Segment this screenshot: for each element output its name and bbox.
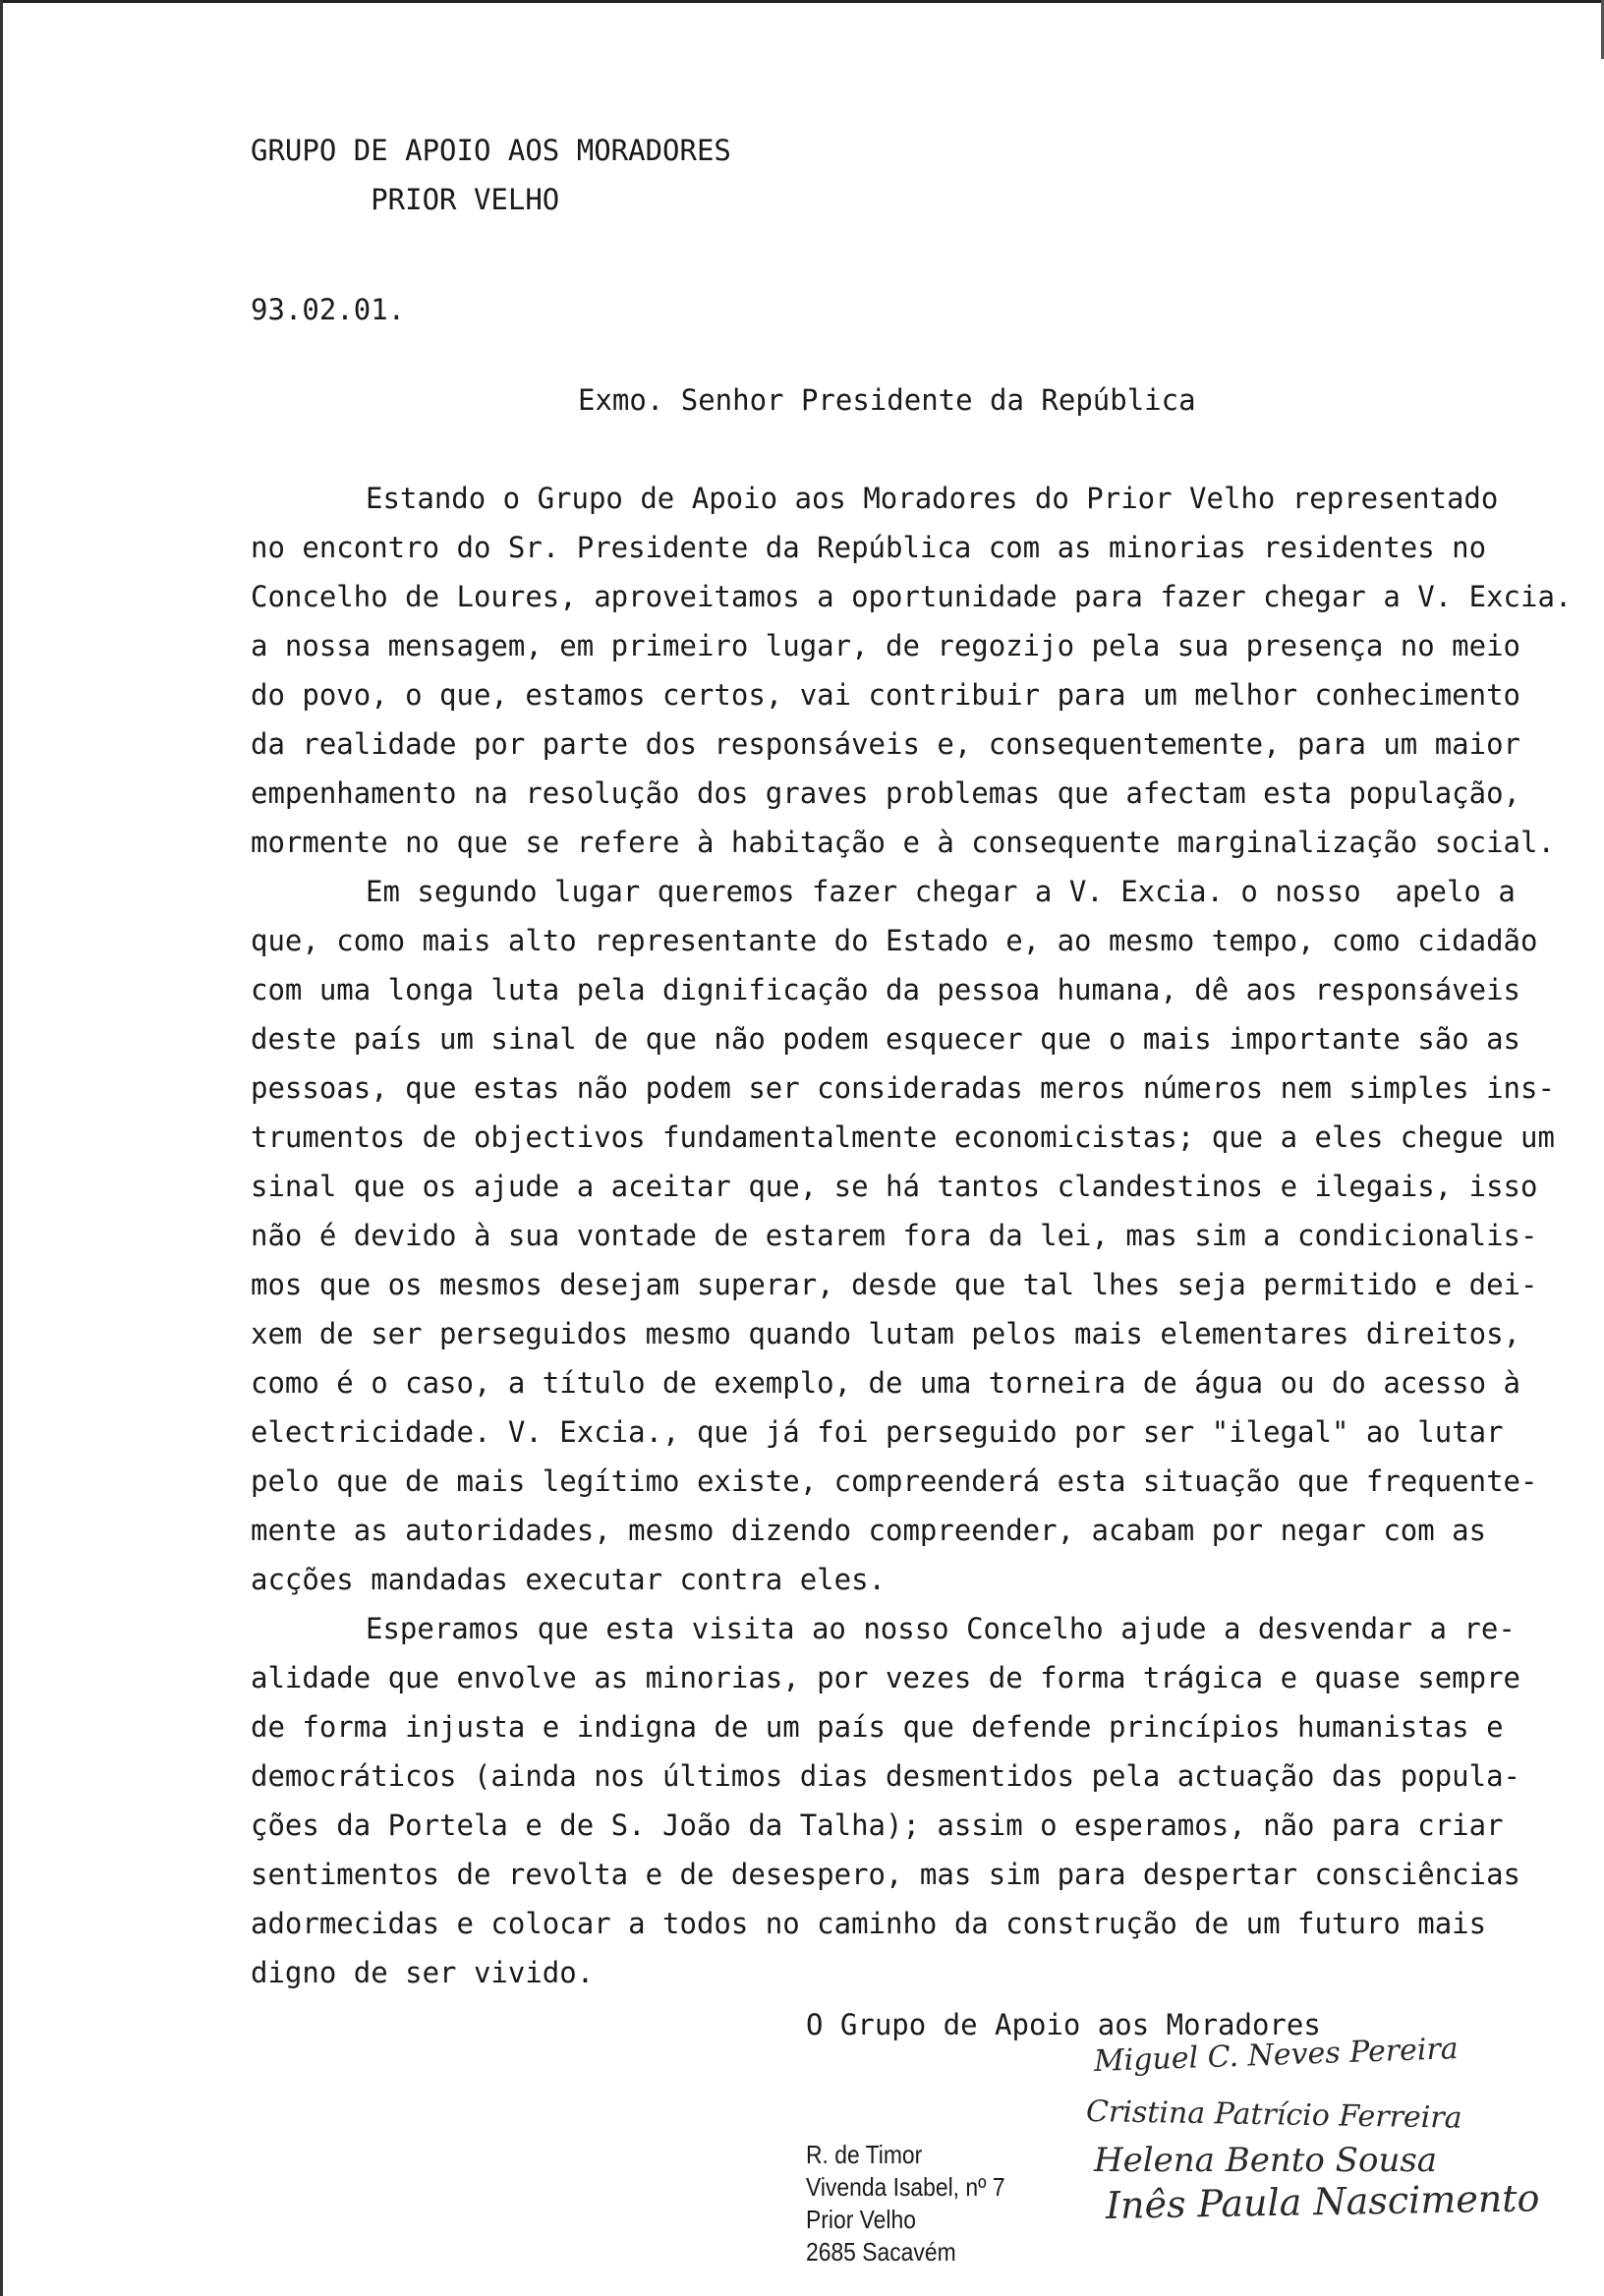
handwritten-signatures <box>1085 2032 1540 2227</box>
body-line: adormecidas e colocar a todos no caminho da construção de um futuro mais <box>251 1907 1487 1940</box>
scan-edge-left <box>0 0 3 2296</box>
body-line: xem de ser perseguidos mesmo quando lutam pelos mais elementares direitos, <box>251 1317 1521 1350</box>
body-line: democráticos (ainda nos últimos dias desmentidos pela actuação das popula- <box>251 1759 1521 1793</box>
letterhead <box>251 126 1528 224</box>
signature: Inês Paula Nascimento <box>1105 2176 1540 2227</box>
body-line: sentimentos de revolta e de desespero, mas sim para despertar consciências <box>251 1858 1521 1891</box>
letterhead-line-1: GRUPO DE APOIO AOS MORADORES <box>251 134 731 167</box>
body-line: Estando o Grupo de Apoio aos Moradores do Prior Velho representado <box>366 482 1499 515</box>
body-line: não é devido à sua vontade de estarem fora da lei, mas sim a condicionalis- <box>251 1219 1538 1252</box>
letter-body <box>251 474 1573 1997</box>
scan-edge-top <box>0 0 1604 3</box>
body-line: a nossa mensagem, em primeiro lugar, de regozijo pela sua presença no meio <box>251 629 1521 662</box>
body-line: empenhamento na resolução dos graves problemas que afectam esta população, <box>251 776 1521 810</box>
body-line: mos que os mesmos desejam superar, desde que tal lhes seja permitido e dei- <box>251 1268 1538 1301</box>
body-line: com uma longa luta pela dignificação da pessoa humana, dê aos responsáveis <box>251 973 1521 1006</box>
address-line: 2685 Sacavém <box>806 2237 956 2267</box>
signature: Helena Bento Sousa <box>1094 2141 1438 2180</box>
body-line: trumentos de objectivos fundamentalmente economicistas; que a eles chegue um <box>251 1120 1555 1154</box>
body-line: de forma injusta e indigna de um país que defende princípios humanistas e <box>251 1710 1504 1744</box>
body-line: do povo, o que, estamos certos, vai contribuir para um melhor conhecimento <box>251 678 1521 712</box>
body-line: digno de ser vivido. <box>251 1956 595 1989</box>
body-line: Em segundo lugar queremos fazer chegar a V. Excia. o nosso apelo a <box>366 875 1516 908</box>
letter <box>251 126 1573 1997</box>
body-line: Concelho de Loures, aproveitamos a oportunidade para fazer chegar a V. Excia. <box>251 580 1573 613</box>
body-line: deste país um sinal de que não podem esquecer que o mais importante são as <box>251 1022 1521 1056</box>
body-line: acções mandadas executar contra eles. <box>251 1563 887 1596</box>
letter-date: 93.02.01. <box>251 293 406 326</box>
sender-address <box>806 2139 1032 2268</box>
address-line: Prior Velho <box>806 2205 916 2234</box>
salutation: Exmo. Senhor Presidente da República <box>578 383 1196 417</box>
body-line: electricidade. V. Excia., que já foi perseguido por ser "ilegal" ao lutar <box>251 1415 1504 1449</box>
signature: Miguel C. Neves Pereira <box>1093 2032 1460 2079</box>
letterhead-line-2: PRIOR VELHO <box>251 183 560 216</box>
body-line: mente as autoridades, mesmo dizendo compreender, acabam por negar com as <box>251 1514 1487 1547</box>
closing-signoff: O Grupo de Apoio aos Moradores <box>806 2008 1321 2041</box>
signature: Cristina Patrício Ferreira <box>1085 2095 1462 2136</box>
body-line: alidade que envolve as minorias, por vezes de forma trágica e quase sempre <box>251 1661 1521 1694</box>
body-line: Esperamos que esta visita ao nosso Concelho ajude a desvendar a re- <box>366 1612 1516 1645</box>
body-line: pessoas, que estas não podem ser consideradas meros números nem simples ins- <box>251 1071 1555 1105</box>
body-line: da realidade por parte dos responsáveis e, consequentemente, para um maior <box>251 727 1521 761</box>
body-line: ções da Portela e de S. João da Talha); assim o esperamos, não para criar <box>251 1808 1504 1842</box>
body-line: no encontro do Sr. Presidente da República com as minorias residentes no <box>251 531 1487 564</box>
address-line: Vivenda Isabel, nº 7 <box>806 2172 1005 2202</box>
body-line: que, como mais alto representante do Estado e, ao mesmo tempo, como cidadão <box>251 924 1538 957</box>
body-line: sinal que os ajude a aceitar que, se há tantos clandestinos e ilegais, isso <box>251 1170 1538 1203</box>
body-line: pelo que de mais legítimo existe, compreenderá esta situação que frequente- <box>251 1464 1538 1498</box>
body-line: como é o caso, a título de exemplo, de uma torneira de água ou do acesso à <box>251 1366 1521 1400</box>
body-line: mormente no que se refere à habitação e à consequente marginalização social. <box>251 826 1555 859</box>
address-line: R. de Timor <box>806 2140 923 2169</box>
